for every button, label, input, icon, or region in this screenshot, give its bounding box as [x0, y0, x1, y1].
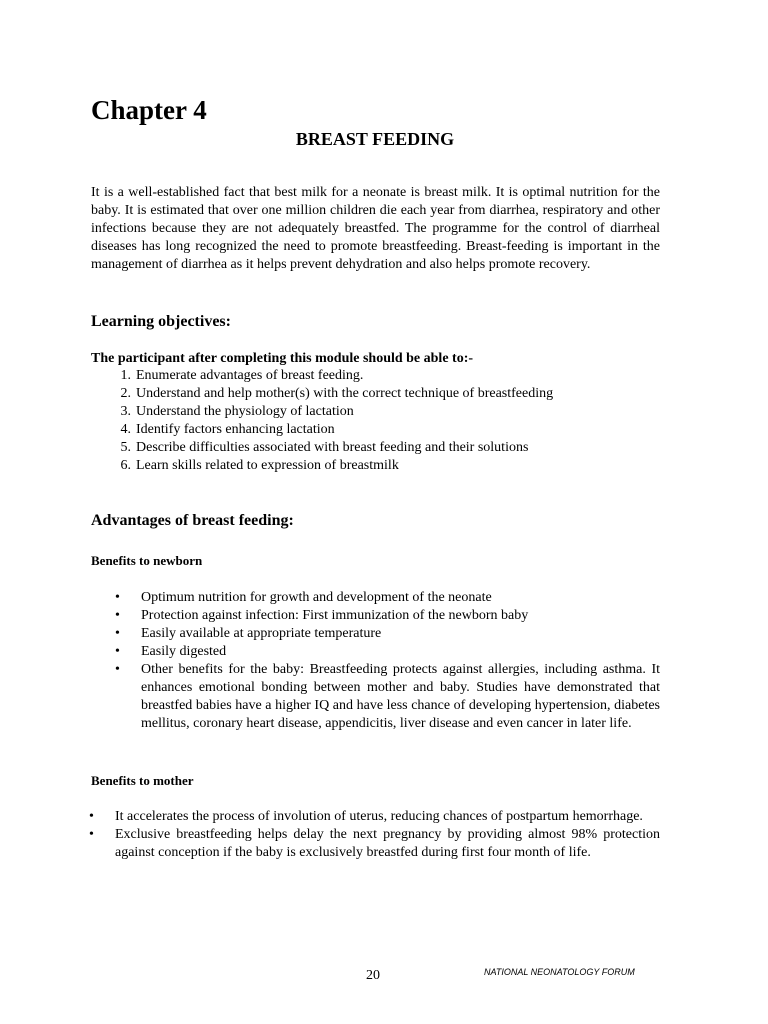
list-item-text: Exclusive breastfeeding helps delay the next pregnancy by providing almost 98% protection against conception if the baby is exclusively breastfed during first four month of life. [115, 827, 660, 860]
list-item-text: Identify factors enhancing lactation [136, 422, 335, 437]
list-item-text: Optimum nutrition for growth and development of the neonate [141, 590, 492, 605]
list-item [109, 457, 553, 475]
list-item-text: Protection against infection: First immunization of the newborn baby [141, 608, 529, 623]
benefits-newborn-heading: Benefits to newborn [91, 553, 203, 568]
newborn-benefits-list [115, 589, 660, 733]
list-item [115, 589, 660, 607]
list-item [109, 403, 553, 421]
list-item-text: Understand and help mother(s) with the correct technique of breastfeeding [136, 386, 554, 401]
list-item-text: It accelerates the process of involution of uterus, reducing chances of postpartum hemorrhage. [115, 809, 643, 824]
list-item-text: Other benefits for the baby: Breastfeeding protects against allergies, including asthma. It enhances emotional bonding between mother and baby. Studies have demonstrated that breastfed babies have a higher IQ and have less chance of developing hypertension, diabetes mellitus, coronary heart disease, appendicitis, liver disease and even cancer in later life. [141, 662, 660, 731]
list-item [109, 421, 553, 439]
bullet-icon: • [115, 590, 120, 605]
list-number: 2. [120, 386, 131, 401]
list-item [115, 607, 660, 625]
list-item-text: Describe difficulties associated with breast feeding and their solutions [136, 440, 529, 455]
learning-objectives-lead: The participant after completing this module should be able to:- [91, 351, 474, 366]
intro-paragraph: It is a well-established fact that best milk for a neonate is breast milk. It is optimal nutrition for the baby. It is estimated that over one million children die each year from diarrhea, respiratory and other infections because they are not adequately breastfed. The programme for the control of diarrheal diseases has long recognized the need to promote breastfeeding. Breast-feeding is important in the management of diarrhea as it helps prevent dehydration and also helps promote recovery. [91, 185, 660, 272]
list-number: 3. [120, 404, 131, 419]
benefits-mother-heading: Benefits to mother [91, 773, 194, 788]
list-item [115, 661, 660, 733]
list-number: 5. [120, 440, 131, 455]
list-item-text: Easily available at appropriate temperature [141, 626, 382, 641]
bullet-icon: • [115, 626, 120, 641]
chapter-title: BREAST FEEDING [295, 129, 455, 149]
list-number: 1. [120, 368, 131, 383]
page-number: 20 [366, 968, 380, 983]
bullet-icon: • [115, 644, 120, 659]
bullet-icon: • [89, 827, 94, 842]
list-number: 4. [120, 422, 131, 437]
bullet-icon: • [89, 809, 94, 824]
list-item [89, 826, 660, 862]
list-item-text: Easily digested [141, 644, 227, 659]
learning-objectives-heading: Learning objectives: [91, 313, 231, 330]
list-item [109, 367, 553, 385]
chapter-heading: Chapter 4 [91, 95, 207, 125]
list-item [89, 808, 660, 826]
list-item-text: Enumerate advantages of breast feeding. [136, 368, 364, 383]
list-item-text: Learn skills related to expression of breastmilk [136, 458, 399, 473]
learning-objectives-list [109, 367, 553, 475]
bullet-icon: • [115, 608, 120, 623]
bullet-icon: • [115, 662, 120, 677]
footer-text: NATIONAL NEONATOLOGY FORUM [484, 967, 635, 977]
advantages-heading: Advantages of breast feeding: [91, 512, 294, 529]
list-number: 6. [120, 458, 131, 473]
list-item [109, 385, 553, 403]
list-item [115, 625, 660, 643]
list-item [109, 439, 553, 457]
list-item [115, 643, 660, 661]
mother-benefits-list [89, 808, 660, 862]
list-item-text: Understand the physiology of lactation [136, 404, 354, 419]
